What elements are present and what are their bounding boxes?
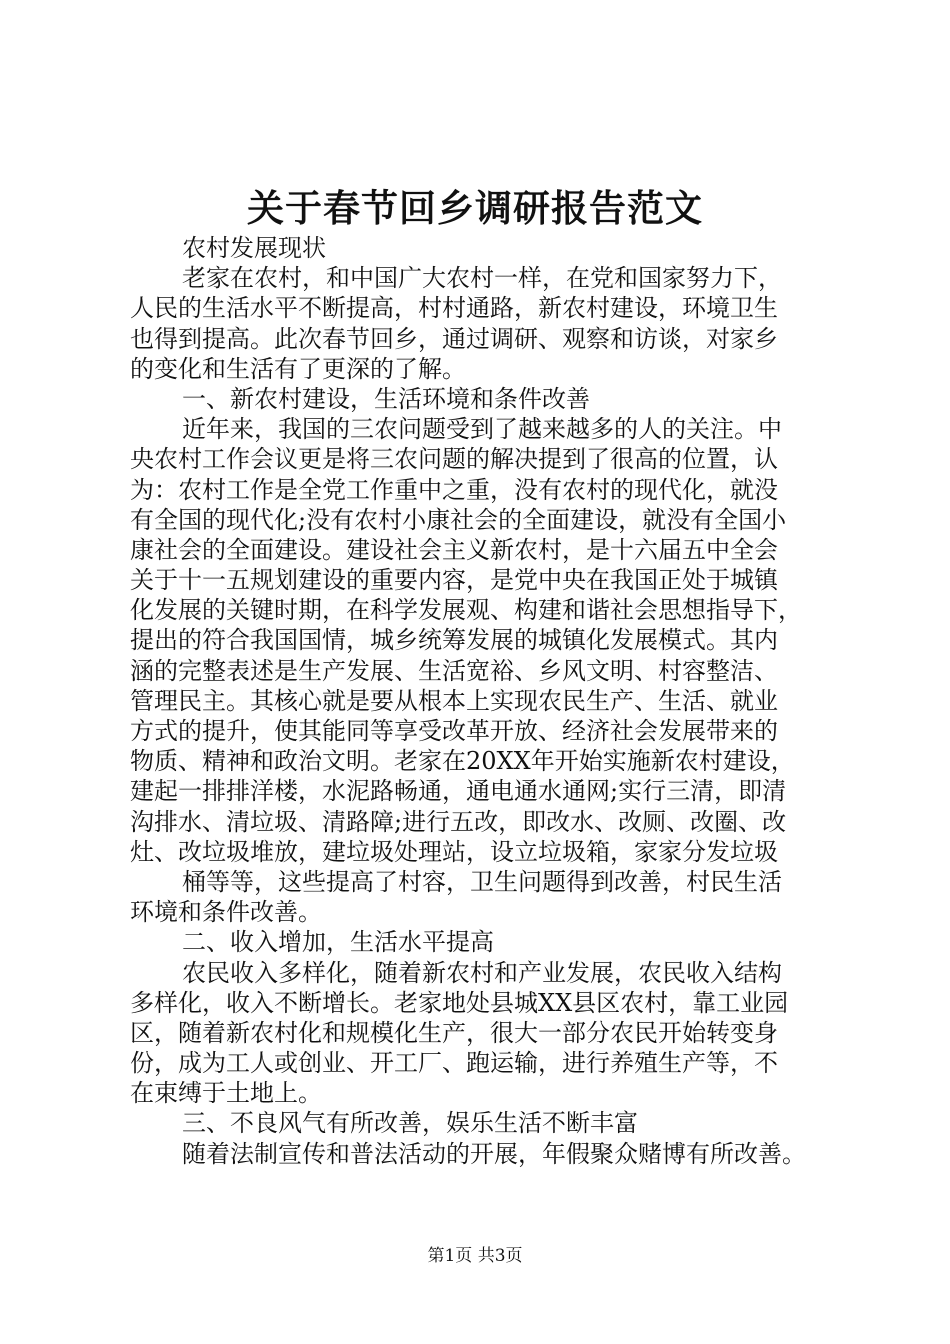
body-line: 农村发展现状 [182, 234, 326, 262]
section-heading: 一、新农村建设，生活环境和条件改善 [182, 384, 590, 413]
body-line: 方式的提升，使其能同等享受改革开放、经济社会发展带来的 [130, 717, 778, 745]
body-line: 区，随着新农村化和规模化生产，很大一部分农民开始转变身 [130, 1018, 778, 1047]
page-footer: 第1页 共3页 [427, 1246, 523, 1266]
body-line: 近年来，我国的三农问题受到了越来越多的人的关注。中 [182, 415, 782, 444]
body-line: 有全国的现代化;没有农村小康社会的全面建设，就没有全国小 [130, 505, 787, 534]
body-line: 环境和条件改善。 [130, 898, 322, 927]
body-line: 也得到提高。此次春节回乡，通过调研、观察和访谈，对家乡 [130, 324, 778, 353]
document-body [130, 233, 840, 1169]
section-heading: 三、不良风气有所改善，娱乐生活不断丰富 [182, 1109, 638, 1138]
body-line: 沟排水、清垃圾、清路障;进行五改，即改水、改厕、改圈、改 [130, 807, 787, 836]
body-line: 央农村工作会议更是将三农问题的解决提到了很高的位置，认 [130, 445, 778, 474]
body-line: 老家在农村，和中国广大农村一样，在党和国家努力下， [182, 264, 782, 293]
body-line: 的变化和生活有了更深的了解。 [130, 354, 466, 383]
body-line: 为：农村工作是全党工作重中之重，没有农村的现代化，就没 [130, 475, 778, 504]
section-heading: 二、收入增加，生活水平提高 [182, 928, 494, 957]
body-line: 在束缚于土地上。 [130, 1079, 322, 1108]
body-line: 关于十一五规划建设的重要内容，是党中央在我国正处于城镇 [130, 566, 778, 595]
body-line: 灶、改垃圾堆放，建垃圾处理站，设立垃圾箱，家家分发垃圾 [130, 837, 778, 866]
body-line: 份，成为工人或创业、开工厂、跑运输，进行养殖生产等，不 [130, 1049, 778, 1078]
body-line: 涵的完整表述是生产发展、生活宽裕、乡风文明、村容整洁、 [130, 656, 778, 685]
body-line: 随着法制宣传和普法活动的开展，年假聚众赌博有所改善。 [182, 1139, 806, 1168]
body-line: 康社会的全面建设。建设社会主义新农村，是十六届五中全会 [130, 535, 778, 564]
body-line: 人民的生活水平不断提高，村村通路，新农村建设，环境卫生 [130, 294, 778, 323]
body-line: 桶等等，这些提高了村容，卫生问题得到改善，村民生活 [182, 867, 782, 896]
body-line: 建起一排排洋楼，水泥路畅通，通电通水通网;实行三清，即清 [130, 777, 787, 806]
body-line: 多样化，收入不断增长。老家地处县城XX县区农村，靠工业园 [130, 988, 789, 1017]
document-title: 关于春节回乡调研报告范文 [247, 186, 703, 230]
body-line: 物质、精神和政治文明。老家在20XX年开始实施新农村建设， [130, 747, 795, 776]
body-line: 管理民主。其核心就是要从根本上实现农民生产、生活、就业 [130, 686, 778, 715]
body-line: 农民收入多样化，随着新农村和产业发展，农民收入结构 [182, 958, 782, 987]
body-line: 化发展的关键时期，在科学发展观、构建和谐社会思想指导下， [130, 596, 802, 625]
body-line: 提出的符合我国国情，城乡统筹发展的城镇化发展模式。其内 [130, 626, 778, 655]
